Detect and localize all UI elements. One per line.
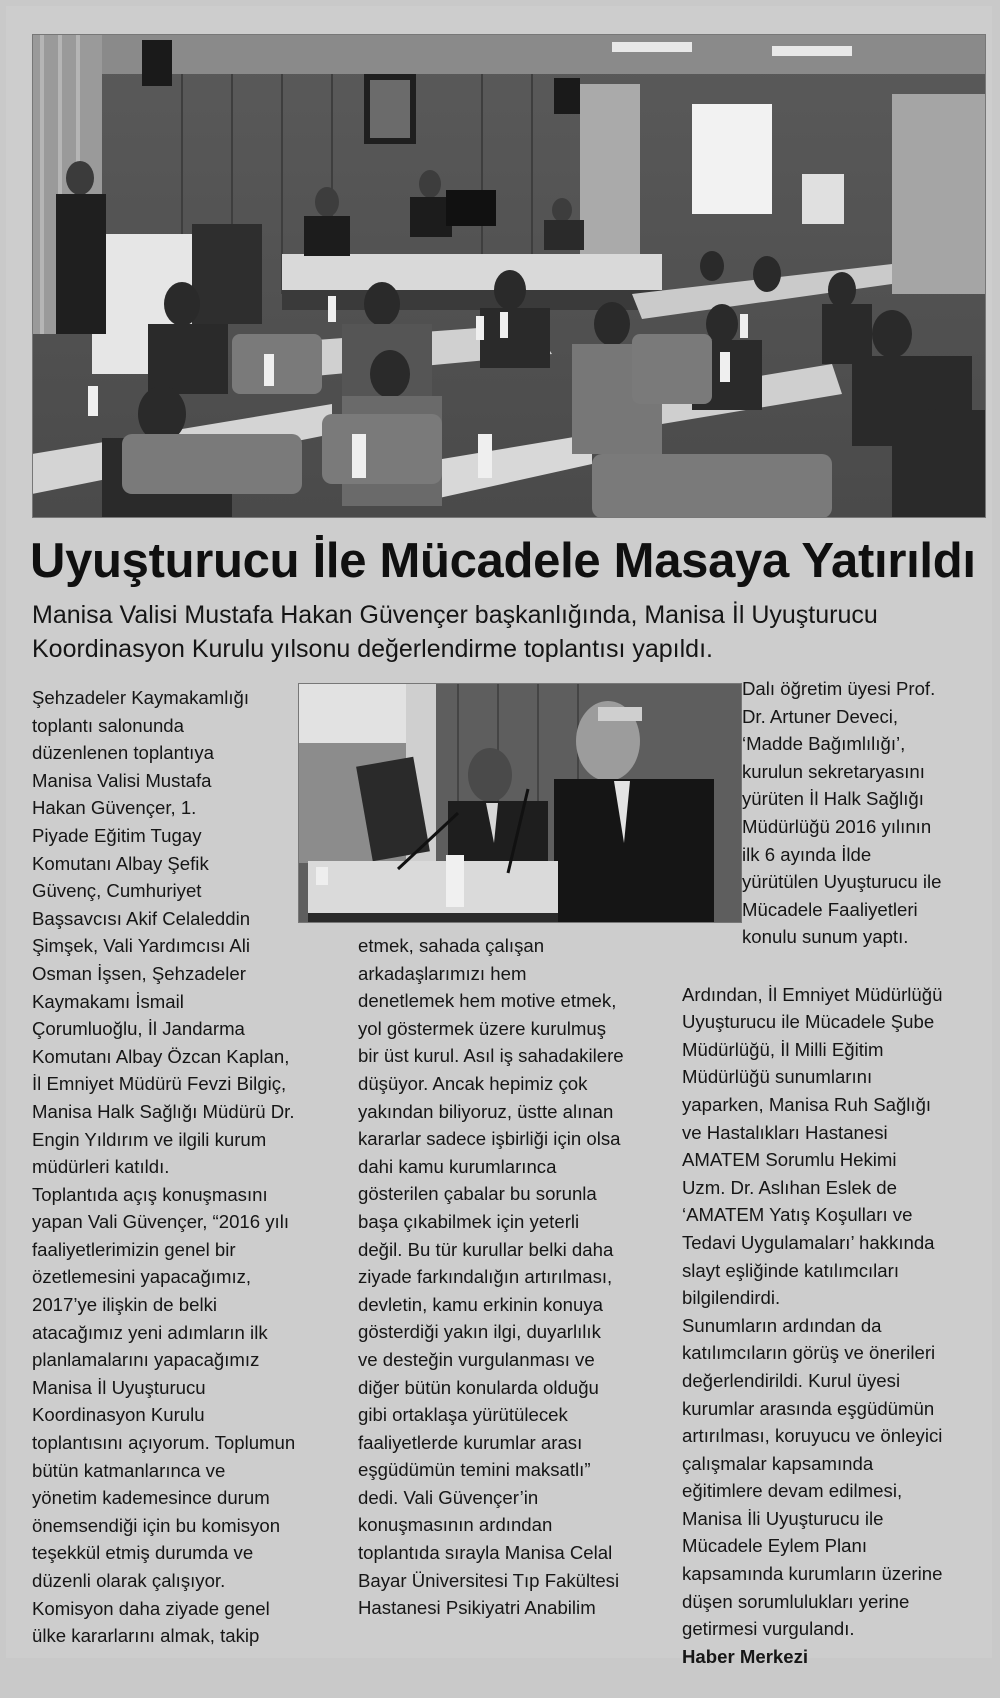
article-column-2: etmek, sahada çalışan arkadaşlarımızı hem denetlemek hem motive etmek, yol göstermek üzere kurulmuş bir üst kurul. Asıl iş sahadakilere düşüyor. Ancak hepimiz çok yakından biliyoruz, üstte alınan kararlar sadece işbirliği için olsa dahi kamu kurumlarınca gösterilen çabalar bu sorunla başa çıkabilmek için yeterli değil. Bu tür kurullar belki daha ziyade farkındalığın artırılması, devletin, kamu erkinin konuya gösterdiği yakın ilgi, duyarlılık ve desteğin vurgulanması ve diğer bütün konularda olduğu gibi ortaklaşa yürütülecek faaliyetlerde kurumlar arası eşgüdümün temini maksatlı” dedi. Vali Güvençer’in konuşmasının ardından toplantıda sırayla Manisa Celal Bayar Üniversitesi Tıp Fakültesi Hastanesi Psikiyatri Anabilim <box>358 935 624 1619</box>
article-column-3-text: Ardından, İl Emniyet Müdürlüğü Uyuşturucu ile Mücadele Şube Müdürlüğü, İl Milli Eğitim Müdürlüğü sunumlarını yaparken, Manisa Ruh Sağlığı ve Hastalıkları Hastanesi AMATEM Sorumlu Hekimi Uzm. Dr. Aslıhan Eslek de ‘AMATEM Yatış Koşulları ve Tedavi Uygulamaları’ hakkında slayt eşliğinde katılımcıları bilgilendirdi. Sunumların ardından da katılımcıların görüş ve önerileri değerlendirildi. Kurul üyesi kurumlar arasında eşgüdümün artırılması, koruyucu ve önleyici çalışmalar kapsamında eğitimlere devam edilmesi, Manisa İli Uyuşturucu ile Mücadele Eylem Planı kapsamında kurumların üzerine düşen sorumlulukları yerine getirmesi vurgulandı. <box>682 983 943 1640</box>
headline: Uyuşturucu İle Mücadele Masaya Yatırıldı <box>30 534 976 588</box>
inset-speakers-photo <box>298 683 742 923</box>
byline: Haber Merkezi <box>682 1645 809 1667</box>
meeting-hall-illustration <box>32 34 986 518</box>
article-column-3-bottom <box>682 953 990 1698</box>
subheadline: Manisa Valisi Mustafa Hakan Güvençer başkanlığında, Manisa İl Uyuşturucu Koordinasyon Kurulu yılsonu değerlendirme toplantısı yapıldı. <box>32 601 878 663</box>
newspaper-page <box>6 6 992 1667</box>
article-column-3-top: Dalı öğretim üyesi Prof. Dr. Artuner Deveci, ‘Madde Bağımlılığı’, kurulun sekretaryasını yürüten İl Halk Sağlığı Müdürlüğü 2016 yılının ilk 6 ayında İlde yürütülen Uyuşturucu ile Mücadele Faaliyetleri konulu sunum yaptı. <box>742 678 942 948</box>
speakers-illustration <box>298 683 742 923</box>
article-column-1: Şehzadeler Kaymakamlığı toplantı salonunda düzenlenen toplantıya Manisa Valisi Mustafa Hakan Güvençer, 1. Piyade Eğitim Tugay Komutanı Albay Şefik Güvenç, Cumhuriyet Başsavcısı Akif Celaleddin Şimşek, Vali Yardımcısı Ali Osman İşsen, Şehzadeler Kaymakamı İsmail Çorumluoğlu, İl Jandarma Komutanı Albay Özcan Kaplan, İl Emniyet Müdürü Fevzi Bilgiç, Manisa Halk Sağlığı Müdürü Dr. Engin Yıldırım ve ilgili kurum müdürleri katıldı. Toplantıda açış konuşmasını yapan Vali Güvençer, “2016 yılı faaliyetlerimizin genel bir özetlemesini yapacağımız, 2017’ye ilişkin de belki atacağımız yeni adımların ilk planlamalarını yapacağımız Manisa İl Uyuşturucu Koordinasyon Kurulu toplantısını açıyorum. Toplumun bütün katmanlarınca ve yönetim kademesince durum önemsendiği için bu komisyon teşekkül etmiş durumda ve düzenli olarak çalışıyor. Komisyon daha ziyade genel ülke kararlarını almak, takip <box>32 687 296 1647</box>
meeting-hall-photo <box>32 34 986 518</box>
